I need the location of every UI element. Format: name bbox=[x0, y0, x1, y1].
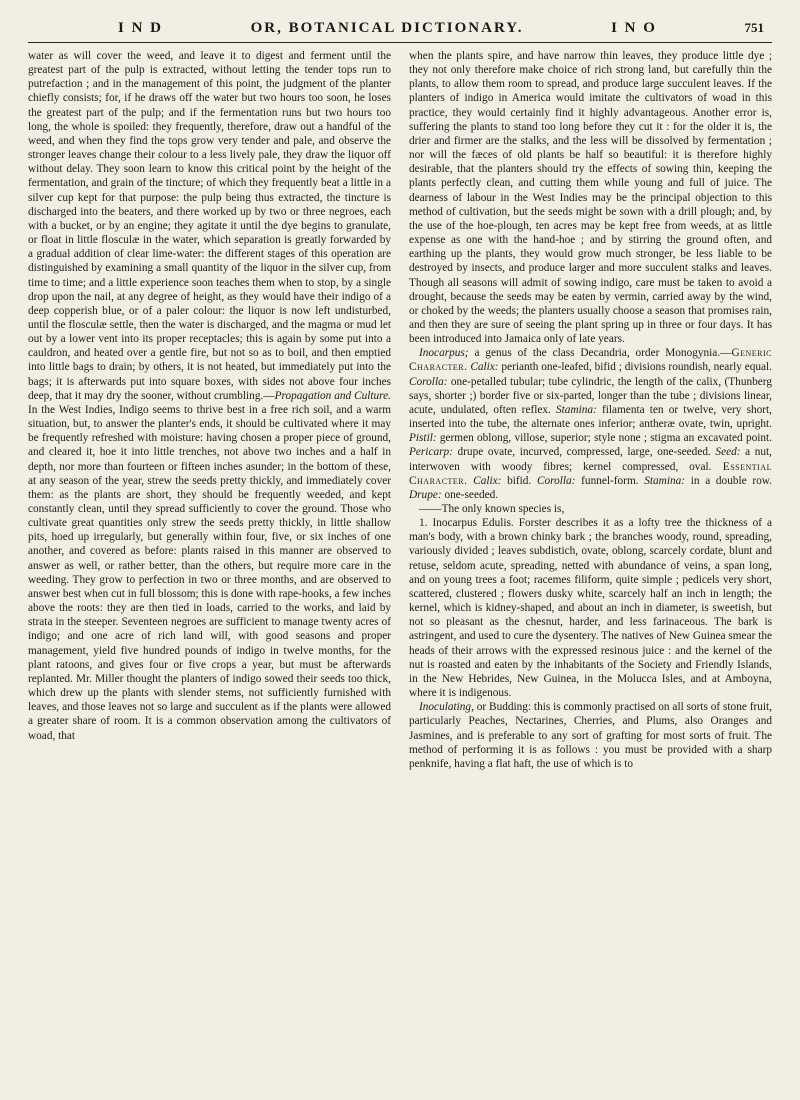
inoculating-term: Inoculating, bbox=[419, 701, 474, 714]
ec-stamina-label: Stamina: bbox=[638, 474, 686, 487]
corolla-label: Corolla: bbox=[409, 375, 448, 388]
inocarpus-term: Inocarpus; bbox=[419, 347, 469, 360]
calix-label: Calix: bbox=[467, 361, 499, 374]
ec-calix-label: Calix: bbox=[467, 474, 502, 487]
page-number: 751 bbox=[744, 20, 764, 35]
propagation-heading: Propagation and Culture. bbox=[274, 389, 391, 402]
pistil-label: Pistil: bbox=[409, 432, 437, 445]
stamina-label: Stamina: bbox=[550, 403, 597, 416]
essential-character-label: Essential Character. bbox=[409, 460, 772, 487]
header-right: I N O bbox=[611, 20, 657, 36]
running-head bbox=[28, 20, 772, 37]
ec-drupe-label: Drupe: bbox=[409, 488, 442, 501]
pericarp-label: Pericarp: bbox=[409, 446, 453, 459]
left-text-a: water as will cover the weed, and leave it to digest and ferment until the greatest part of the pulp is extracted, without letting the tender tops run to putrefaction ; and in the management of this point, the judgment of the planter chiefly consists; for, if he draws off the water but two hours too soon, he loses the greatest part of the pulp; and if the fermentation runs but two hours too long, the whole is spoiled: they frequently, therefore, draw out a handful of the weed, and when they find the tops grow very tender and pale, and observe the stronger leaves change their colour to a less lively pale, they draw the liquor off without delay. They soon learn to know this critical point by the height of the fermentation, and grain of the tincture; of which they frequently beat a little in a silver cup kept for that purpose: the pulp being thus extracted, the tincture is discharged into the beaters, and there worked up by two or three negroes, each with a bucket, or by an engine; they agitate it until the dye begins to granulate, or float in little flosculæ in the water, which separation is greatly forwarded by a gradual addition of clear lime-water: the different stages of this operation are distinguished by examining a small quantity of the liquor in the silver cup, from time to time; and a little experience soon teaches them when to stop, by a single drop upon the nail, at any degree of height, as they would have their indigo of a deep copperish blue, or of a paler colour: the liquor is now left undisturbed, until the flosculæ settle, then the water is discharged, and the magma or mud let out by a lower vent into its proper receptacles; this is again by some put into a cauldron, and heated over a gentle fire, but not so as to boil, and then emptied into little bags to drain; by others, it is not heated, but immediately put into the bags; it is afterwards put into square boxes, with sides not above four inches deep, that it may dry the sooner, without crumbling.— bbox=[28, 50, 391, 402]
inocarpus-edulis-entry: 1. Inocarpus Edulis. Forster describes it as a lofty tree the thickness of a man's body, with a brown chinky bark ; the branches woody, round, spreading, variously divided ; leaves subdistich, ovate, oblong, scarcely cordate, blunt and retuse, seldom acute, spreading, netted with abundance of veins, a span long, and on young trees a foot; racemes filiform, quite simple ; pedicels very short, scattered, clustered ; flowers dusky white, scarcely half an inch in length; the kernel, which is kidney-shaped, and about an inch in diameter, is sweetish, but not so pleasant as the chesnut, harder, and less farinaceous. The bark is astringent, and used to cure the dysentery. The natives of New Guinea smear the heads of their arrows with the expressed resinous juice : and the kernel of the nut is roasted and eaten by the inhabitants of the Society and Friendly Islands, in the New Hebrides, New Guinea, in the Molucca Isles, and at Amboyna, where it is indigenous. bbox=[409, 517, 772, 700]
pericarp-text: drupe ovate, incurved, compressed, large, one-seeded. bbox=[452, 446, 711, 459]
left-column bbox=[28, 49, 391, 1089]
header-center: OR, BOTANICAL DICTIONARY. bbox=[250, 20, 524, 36]
inocarpus-intro: a genus of the class Decandria, order Monogynia.— bbox=[468, 347, 732, 360]
pistil-text: germen oblong, villose, superior; style none ; stigma an excavated point. bbox=[436, 432, 772, 445]
header-left: I N D bbox=[118, 20, 164, 36]
left-paragraph bbox=[28, 49, 391, 743]
species-intro: ——The only known species is, bbox=[419, 503, 565, 515]
ec-corolla-text: funnel-form. bbox=[575, 474, 639, 487]
calix-text: perianth one-leafed, bifid ; divisions roundish, nearly equal. bbox=[498, 361, 772, 374]
ec-stamina-text: in a double row. bbox=[685, 474, 772, 487]
inoculating-entry bbox=[409, 700, 772, 771]
inocarpus-entry bbox=[409, 346, 772, 502]
seed-text: a nut, interwoven with woody fibres; kernel compressed, oval. bbox=[409, 446, 772, 473]
corolla-text: one-petalled tubular; tube cylindric, the length of the calix, (Thunberg says, shorter ;) border five or six-parted, longer than the tube ; divisions linear, acute, undulated, often reflex. bbox=[409, 375, 772, 416]
header-rule bbox=[28, 42, 772, 43]
left-text-b: In the West Indies, Indigo seems to thrive best in a free rich soil, and a warm situation, but, to answer the planter's ends, it should be cultivated where it may be frequently refreshed with moisture: having chosen a proper piece of ground, and cleared it, hoe it into little trenches, not above two inches and a half in depth, nor more than fourteen or fifteen inches asunder; in the bottom of these, at any season of the year, strew the seeds pretty thickly, and immediately cover them: as the plants are short, they should be frequently weeded, and kept constantly clean, until they spread sufficiently to cover the ground. Those who cultivate great quantities only strew the seeds pretty thickly, in little shallow pits, hoed up irregularly, but generally within four, five, or six inches of one another, and covered as before: plants raised in this manner are observed to answer as well, or rather better, than the others, but require more care in the weeding. They grow to perfection in two or three months, and are observed to answer best when cut in full blossom; this is done with rape-hooks, a few inches above the roots: they are then tied in loads, carried to the works, and laid by strata in the steeper. Seventeen negroes are sufficient to manage twenty acres of indigo; and one acre of rich land will, with good seasons and proper management, yield five hundred pounds of indigo in twelve months, for the plant ratoons, and gives four or five crops a year, but must be afterwards replanted. Mr. Miller thought the planters of indigo sowed their seeds too thick, which drew up the plants with slender stems, not sufficiently furnished with leaves, and those leaves not so large and succulent as if the plants were allowed a greater share of room. It is a common observation among the cultivators of woad, that bbox=[28, 403, 392, 742]
stamina-text: filamenta ten or twelve, very short, inserted into the tube, the alternate ones inferior; antheræ ovate, twin, upright. bbox=[409, 403, 772, 431]
seed-label: Seed: bbox=[710, 446, 741, 459]
inoculating-text: or Budding: this is commonly practised on all sorts of stone fruit, particularly Peaches, Nectarines, Cherries, and Plums, also Oranges and Jasmines, and is preferable to any sort of grafting for most sorts of fruit. The method of performing it is as follows : you must be provided with a sharp penknife, having a flat haft, the use of which is to bbox=[409, 701, 772, 770]
ec-calix-text: bifid. bbox=[501, 474, 532, 487]
generic-character-label: Generic Character. bbox=[409, 347, 772, 374]
ec-drupe-text: one-seeded. bbox=[441, 488, 499, 501]
text-columns bbox=[28, 49, 772, 1089]
ec-corolla-label: Corolla: bbox=[531, 474, 576, 487]
right-paragraph-1: when the plants spire, and have narrow thin leaves, they produce little dye ; they not only therefore make choice of rich strong land, but carefully thin the plants, to allow them room to spread, and produce large succulent leaves. If the planters of indigo in America would imitate the cultivators of woad in this practice, they would certainly find it highly advantageous. Another error is, suffering the plants to stand too long before they cut it : for the older it is, the drier and firmer are the stalks, and the less will be dissolved by fermentation ; nor will the fæces of old plants be half so beautiful: it is therefore highly desirable, that the planters should try the effects of sowing thin, keeping the plants perfectly clean, and cutting them while young and full of juice. The dearness of labour in the West Indies may be the principal objection to this method of cultivation, but the seeds might be sown with a drill plough; and, by the use of the hoe-plough, ten acres may be kept free from weeds, at as little expense as one with the hand-hoe ; and by stirring the ground often, and earthing up the plants, they would grow much stronger, be less liable to be destroyed by insects, and produce larger and more succulent stalks and leaves. Though all seasons will admit of sowing indigo, care must be taken to avoid a drought, because the seeds may be eaten by vermin, carried away by the wind, or choked by the weeds; the planters usually choose a season that promises rain, and then they are sure of seeing the plant spring up in three or four days. It has been introduced into Jamaica only of late years. bbox=[409, 50, 772, 346]
right-column bbox=[409, 49, 772, 1089]
